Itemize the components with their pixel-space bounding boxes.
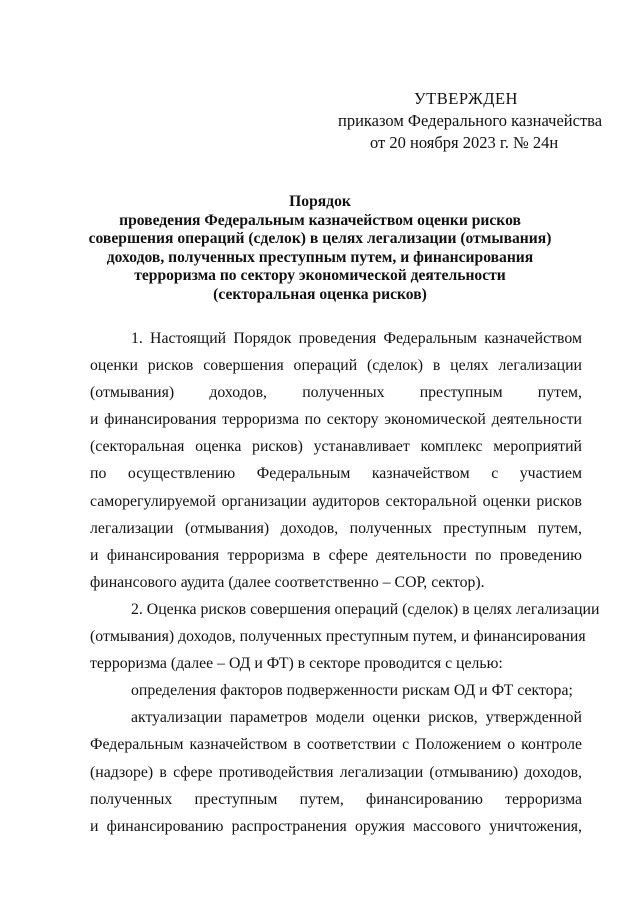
heading-line: доходов, полученных преступным путем, и финансирования [106, 248, 534, 266]
text-line: 1. Настоящий Порядок проведения Федеральным казначейством [131, 330, 582, 347]
text-line: определения факторов подверженности рискам ОД и ФТ сектора; [131, 682, 573, 700]
paragraph-3 [90, 677, 582, 704]
heading-line: (секторальная оценка рисков) [213, 285, 427, 303]
text-line: (отмывания) доходов, полученных преступным путем, и финансирования [90, 628, 586, 646]
text-line: терроризма (далее – ОД и ФТ) в секторе проводится с целью: [90, 655, 503, 673]
heading-line: совершения операций (сделок) в целях легализации (отмывания) [88, 230, 552, 248]
text-line: (надзоре) в сфере противодействия легализации (отмыванию) доходов, [90, 763, 582, 781]
approval-title: УТВЕРЖДЕН [414, 89, 518, 108]
heading-line: проведения Федеральным казначейством оценки рисков [119, 211, 521, 229]
text-line: саморегулируемой организации аудиторов секторальной оценки рисков [90, 492, 582, 510]
text-line: и финансированию распространения оружия массового уничтожения, [90, 817, 582, 835]
text-line: (секторальная оценка рисков) устанавливает комплекс мероприятий [90, 438, 582, 456]
text-line: по осуществлению Федеральным казначейством с участием [90, 465, 582, 483]
paragraph-4 [90, 704, 582, 839]
document-heading [60, 193, 580, 305]
heading-line: терроризма по сектору экономической деятельности [134, 267, 506, 285]
text-line: легализации (отмывания) доходов, полученных преступным путем, [90, 519, 582, 537]
approval-stamp [330, 88, 612, 154]
text-line: оценки рисков совершения операций (сделок) в целях легализации [90, 357, 582, 375]
text-line: и финансирования терроризма в сфере деятельности по проведению [90, 546, 582, 564]
text-line: полученных преступным путем, финансированию терроризма [90, 790, 582, 808]
text-line: (отмывания) доходов, полученных преступным путем, [90, 384, 582, 402]
text-line: и финансирования терроризма по сектору экономической деятельности [90, 411, 582, 429]
paragraph-2 [90, 596, 600, 677]
approval-date-line: от 20 ноября 2023 г. № 24н [370, 133, 559, 152]
document-body [90, 325, 600, 840]
text-line: 2. Оценка рисков совершения операций (сделок) в целях легализации [131, 600, 600, 618]
text-line: актуализации параметров модели оценки рисков, утвержденной [131, 709, 582, 727]
approval-order-line: приказом Федерального казначейства [338, 111, 603, 130]
heading-line: Порядок [289, 193, 351, 210]
paragraph-1 [90, 325, 582, 596]
text-line: Федеральным казначейством в соответствии с Положением о контроле [90, 736, 582, 754]
text-line: финансового аудита (далее соответственно – СОР, сектор). [90, 573, 485, 591]
